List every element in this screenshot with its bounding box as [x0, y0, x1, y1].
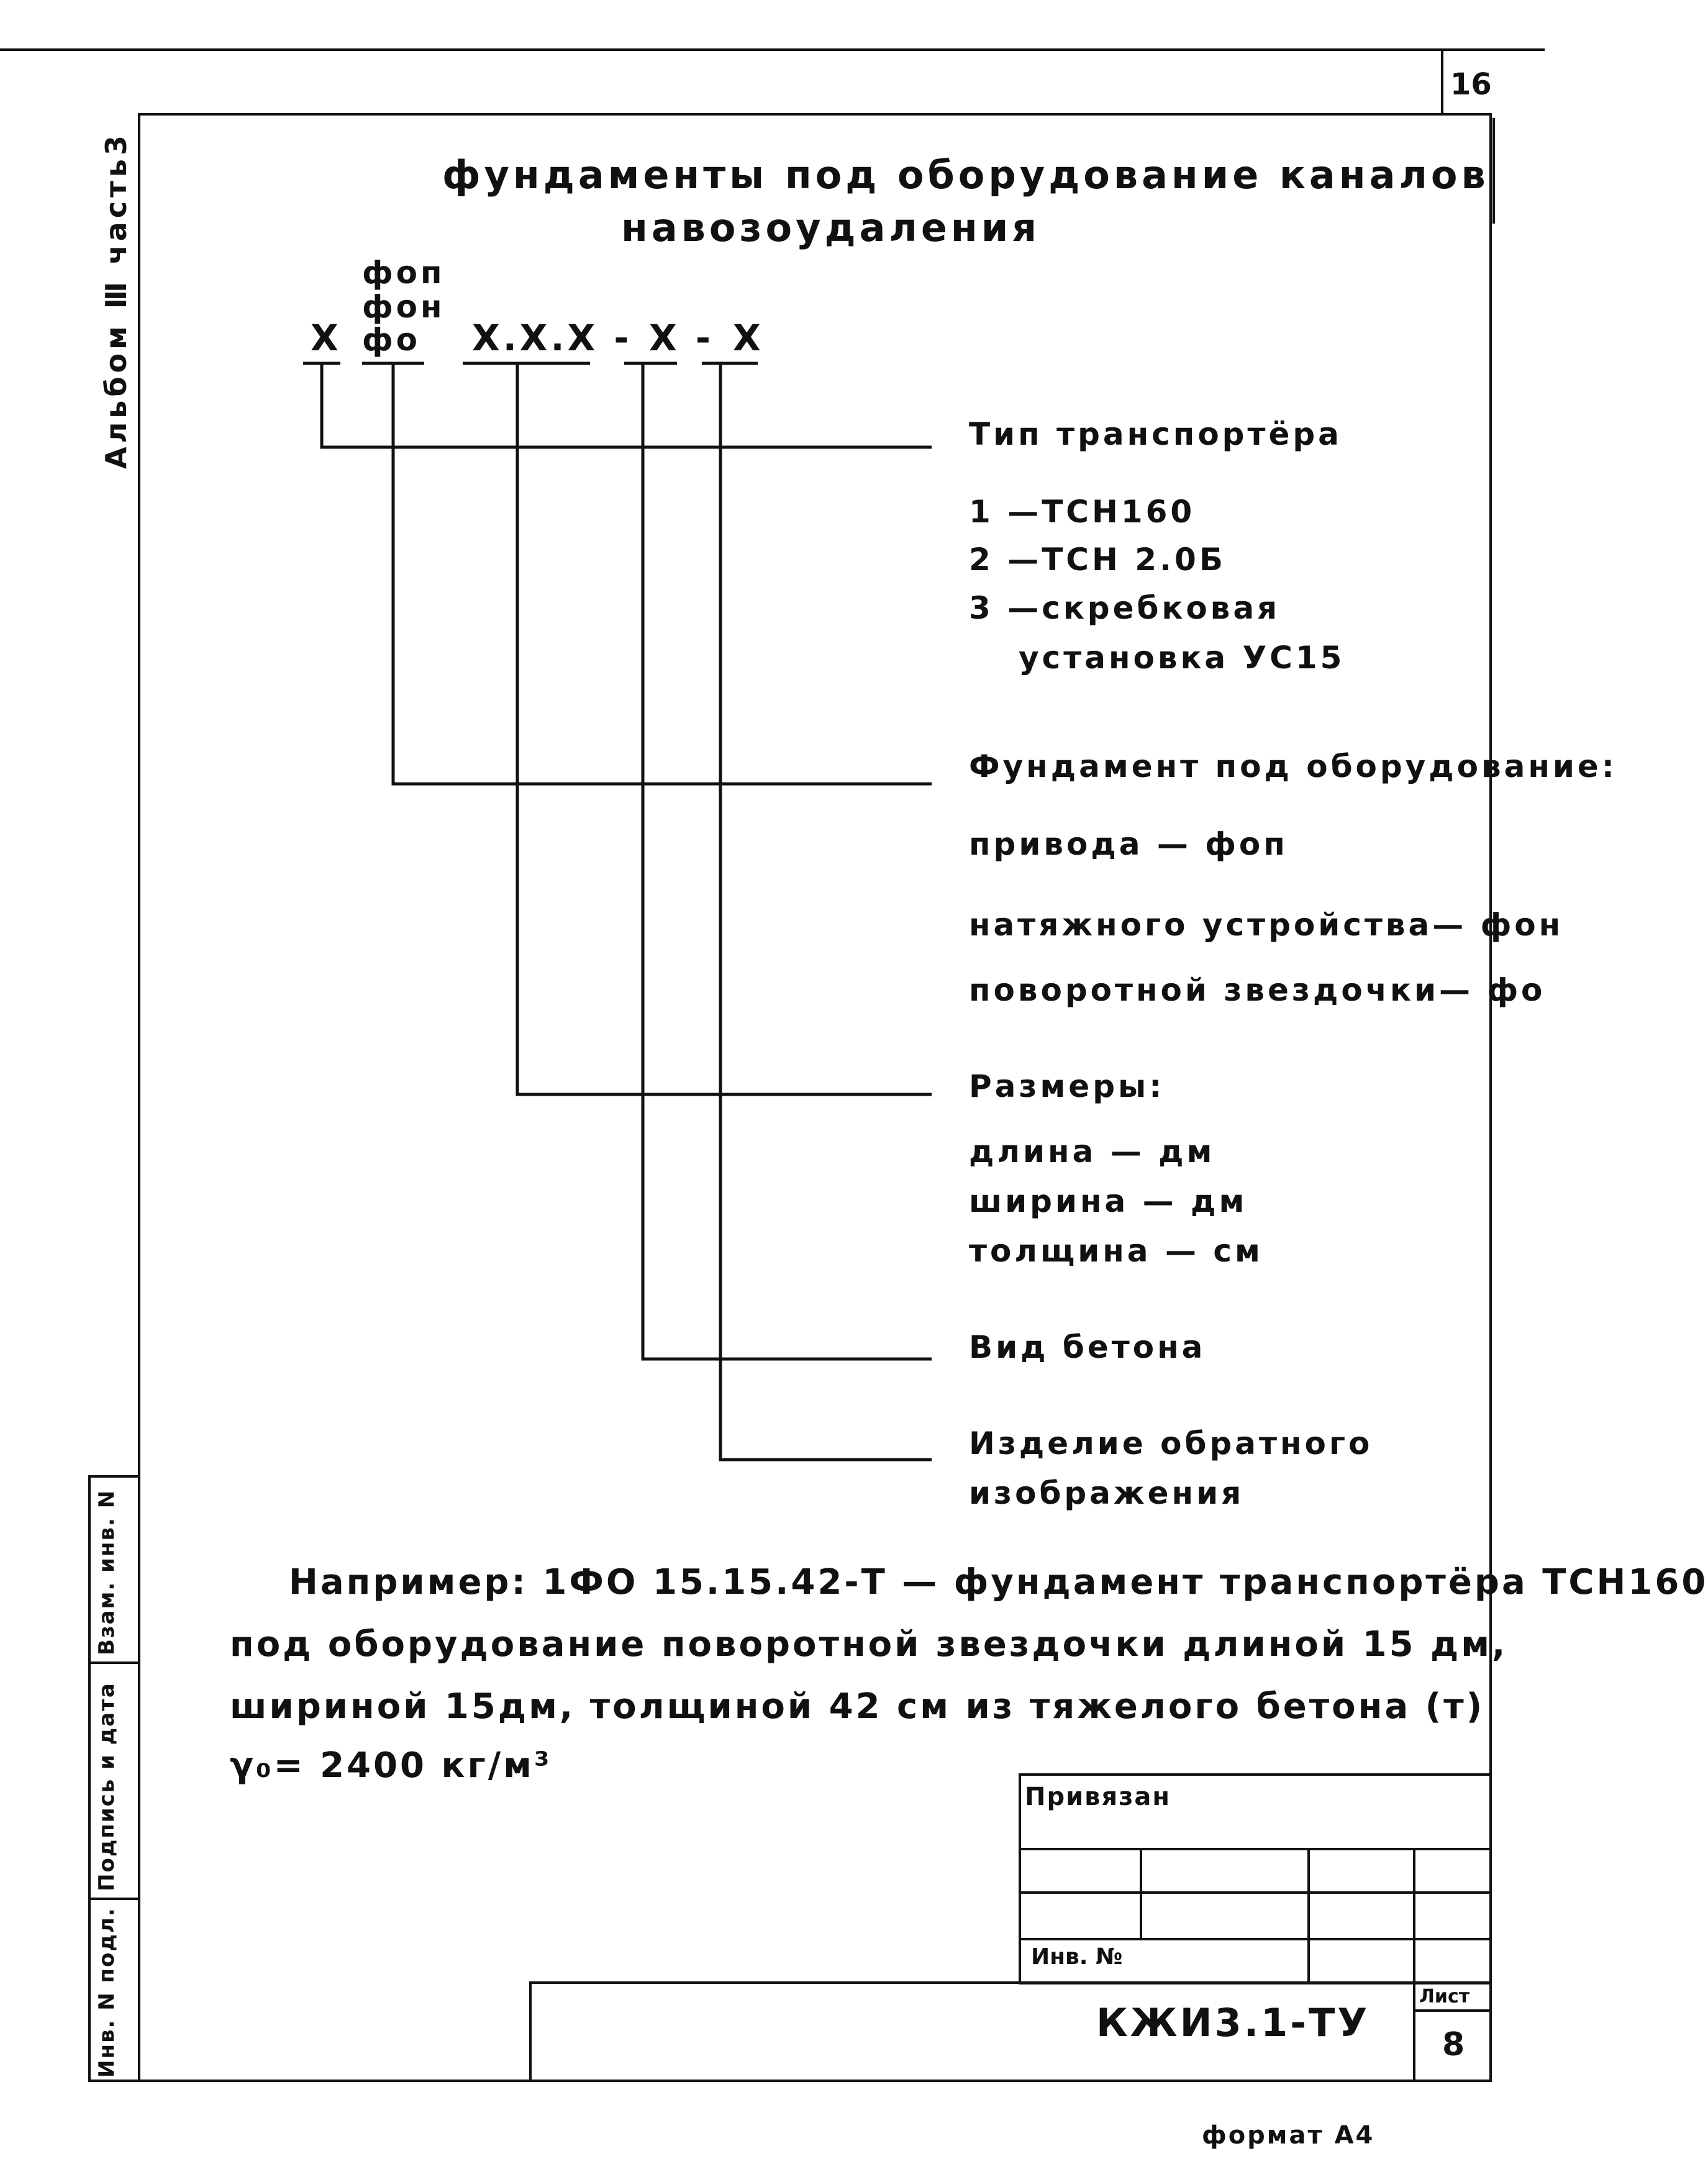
example-line3: шириной 15дм, толщиной 42 см из тяжелого бетона (т) — [230, 1686, 1485, 1727]
stamp-grid-h3 — [1019, 1938, 1492, 1940]
stamp-sheet-divider — [1413, 1981, 1415, 2082]
format-label: формат А4 — [1202, 2121, 1375, 2150]
code-x1: X — [311, 317, 342, 359]
example-line1: Например: 1ФО 15.15.42-Т — фундамент транспортёра ТСН160 — [289, 1562, 1708, 1602]
side-stamp-sign-label: Подпись и дата — [94, 1682, 119, 1891]
page-number: 16 — [1450, 67, 1492, 102]
legend-transporter-item-1: 1 —ТСН160 — [969, 494, 1196, 530]
stamp-grid-h1 — [1019, 1848, 1492, 1850]
legend-foundation-title: Фундамент под оборудование: — [969, 748, 1617, 784]
stamp-sheet-number: 8 — [1442, 2026, 1465, 2063]
legend-transporter-title: Тип транспортёра — [969, 416, 1342, 452]
legend-mirror-line2: изображения — [969, 1475, 1245, 1511]
legend-foundation-item-2: натяжного устройства— фон — [969, 907, 1564, 943]
code-dims: X.X.X - — [472, 317, 632, 359]
legend-foundation-item-1: привода — фоп — [969, 826, 1288, 862]
code-variant-fon: фон — [362, 289, 445, 325]
code-x3: X - — [649, 317, 714, 359]
legend-sizes-length: длина — дм — [969, 1134, 1215, 1170]
legend-transporter-item-3: 3 —скребковая — [969, 590, 1281, 626]
legend-sizes-thickness: толщина — см — [969, 1233, 1263, 1269]
album-label: Альбом Ⅲ часть3 — [99, 132, 133, 469]
document-title-line1: фундаменты под оборудование каналов — [442, 152, 1489, 198]
code-variant-fop: фоп — [362, 255, 445, 291]
legend-transporter-item-2: 2 —ТСН 2.0Б — [969, 542, 1226, 578]
document-title-line2: навозоудаления — [621, 205, 1040, 250]
code-variant-fo: фо — [362, 322, 420, 358]
stamp-inv-label: Инв. № — [1031, 1944, 1123, 1970]
legend-sizes-title: Размеры: — [969, 1068, 1165, 1104]
legend-mirror-line1: Изделие обратного — [969, 1425, 1373, 1461]
example-line4: γ₀= 2400 кг/м³ — [230, 1745, 552, 1786]
legend-concrete-type: Вид бетона — [969, 1329, 1206, 1365]
stamp-grid-v3 — [1413, 1848, 1415, 1984]
legend-sizes-width: ширина — дм — [969, 1183, 1248, 1219]
stamp-grid-v1 — [1140, 1848, 1142, 1938]
legend-foundation-item-3: поворотной звездочки— фо — [969, 972, 1546, 1008]
legend-transporter-item-4: установка УС15 — [1019, 640, 1345, 676]
stamp-privyazan: Привязан — [1025, 1783, 1171, 1811]
stamp-doc-code: КЖИ3.1-ТУ — [1096, 2000, 1370, 2045]
code-x4: X — [733, 317, 764, 359]
stamp-sheet-label: Лист — [1419, 1986, 1470, 2007]
stamp-sheet-hline — [1413, 2009, 1492, 2012]
side-stamp-inv-label: Инв. N подл. — [94, 1907, 119, 2078]
example-line2: под оборудование поворотной звездочки длиной 15 дм, — [230, 1624, 1508, 1665]
side-stamp-replace-label: Взам. инв. N — [94, 1489, 119, 1655]
stamp-grid-h2 — [1019, 1891, 1492, 1894]
stamp-grid-v2 — [1307, 1848, 1310, 1984]
